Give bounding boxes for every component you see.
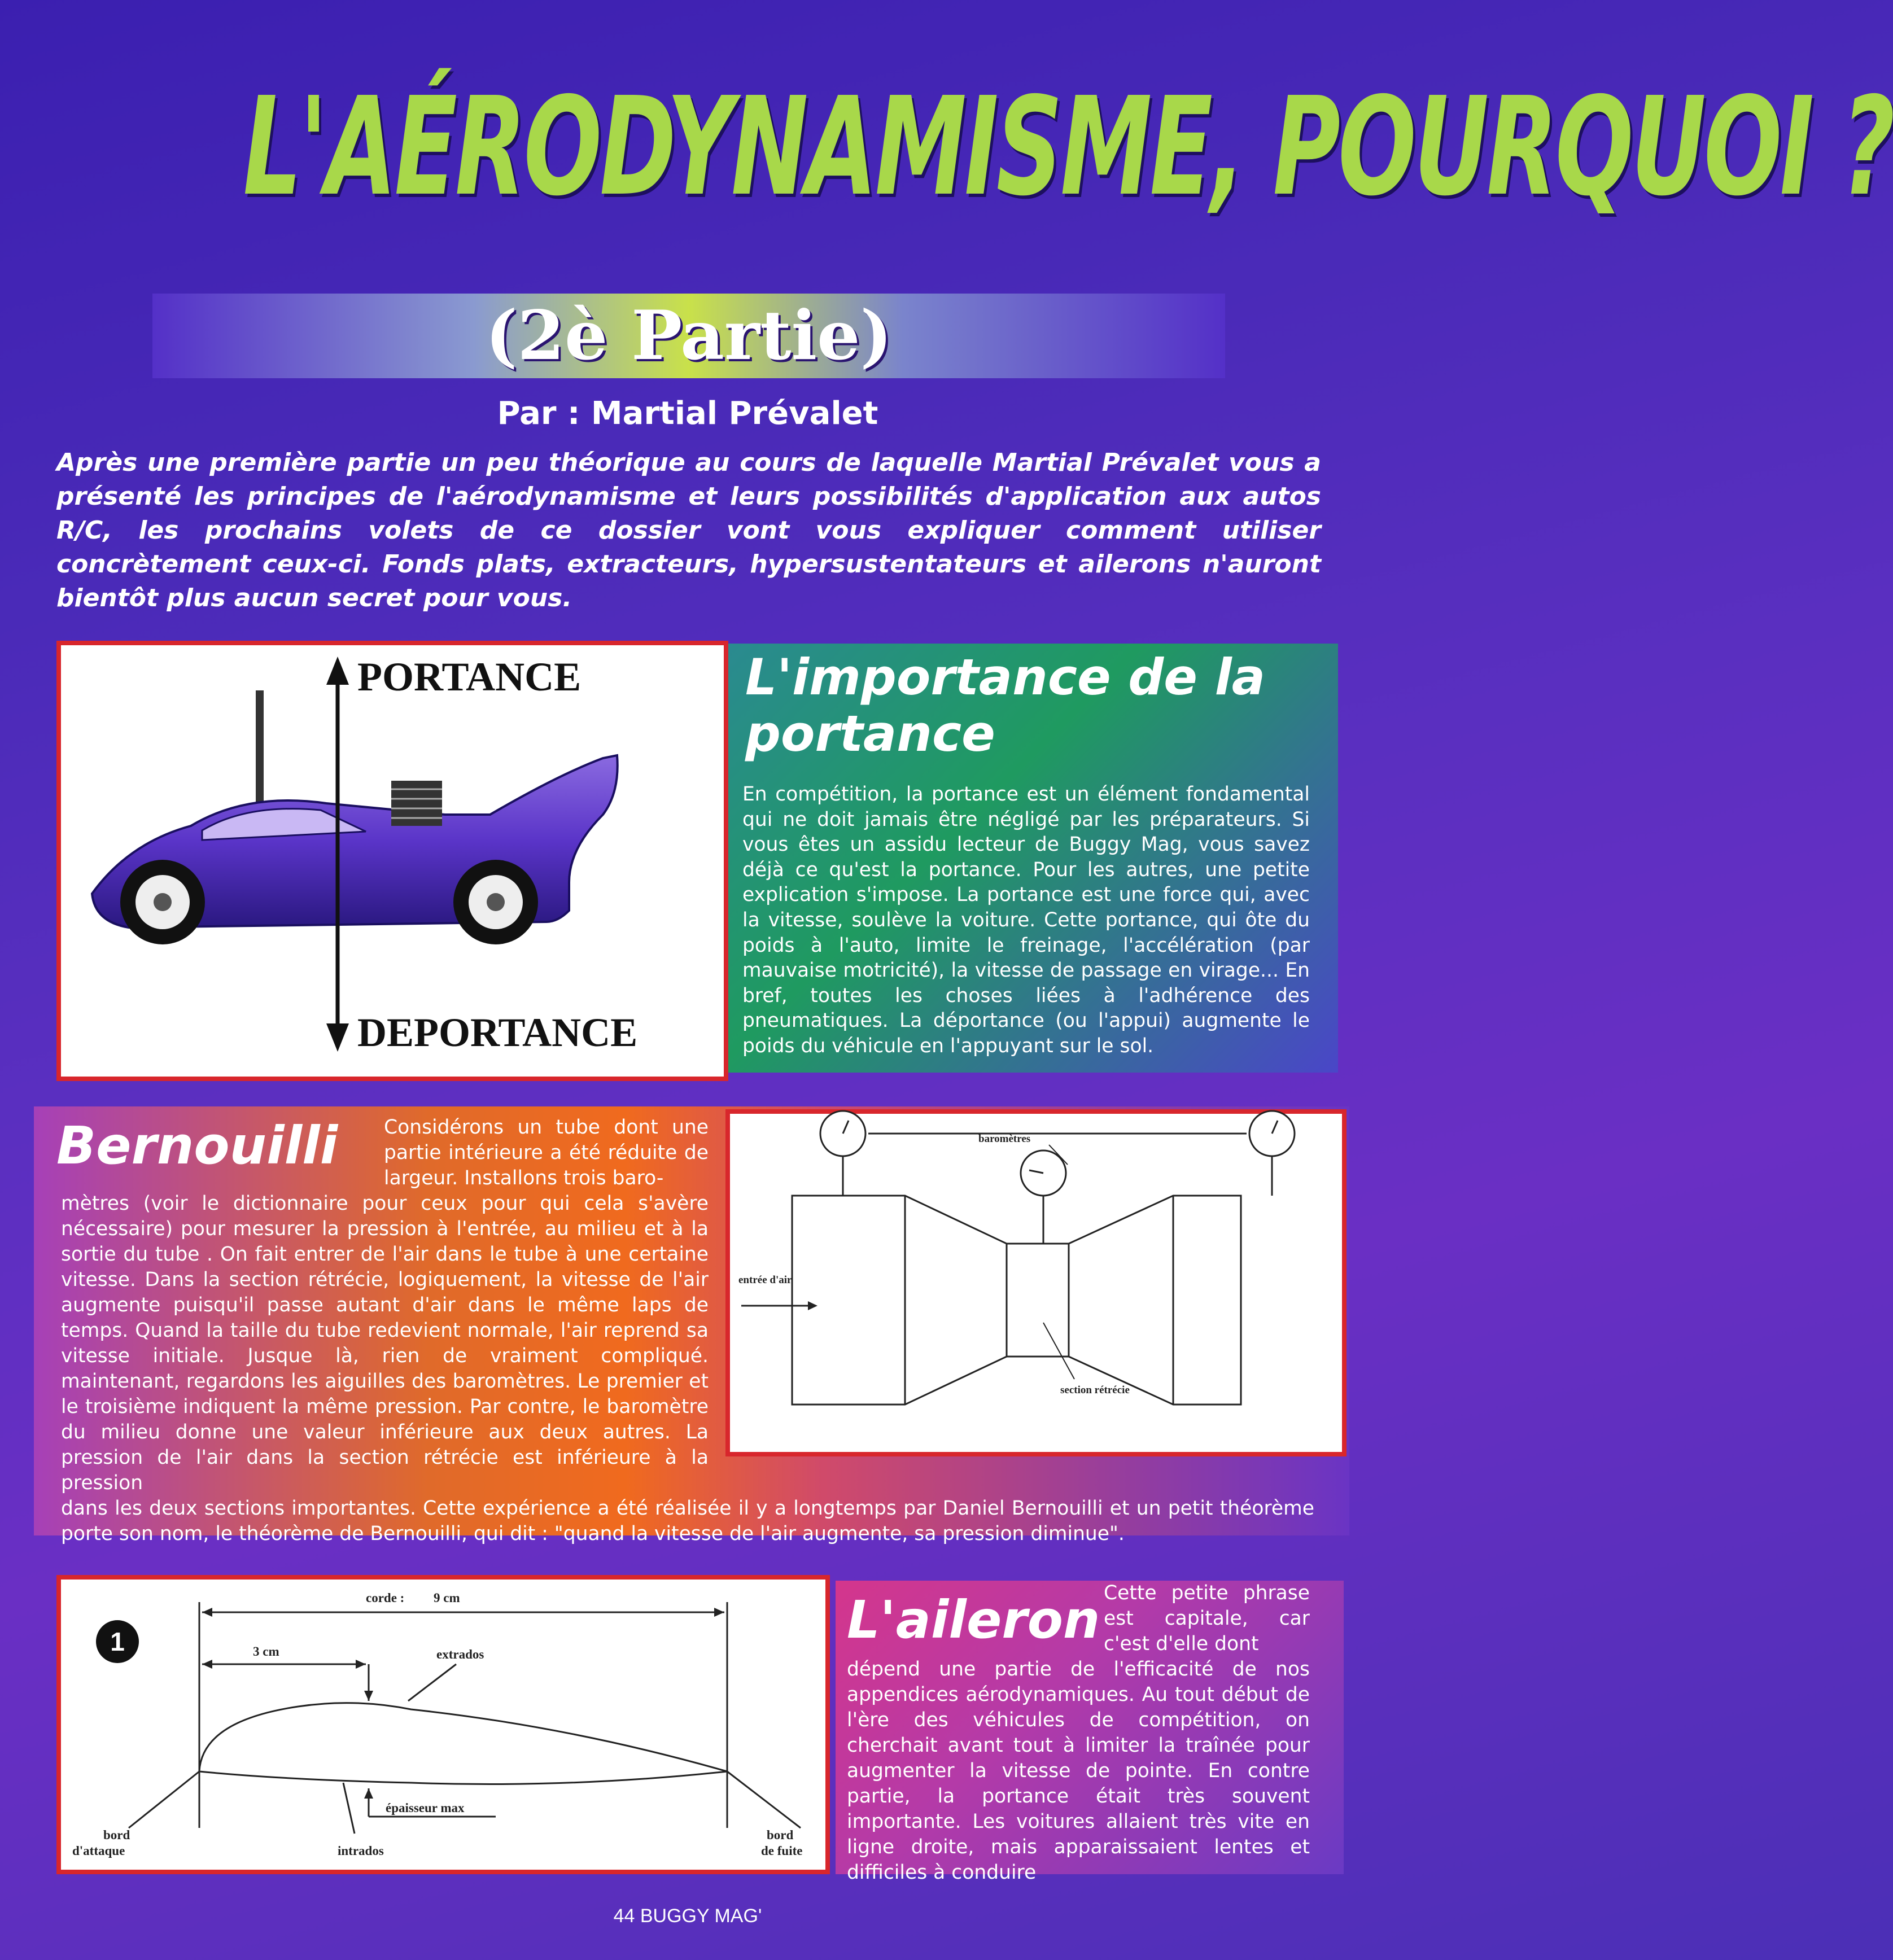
barometer-left-icon	[820, 1111, 865, 1156]
intro-paragraph: Après une première partie un peu théorique au cours de laquelle Martial Prévalet vous a présenté les principes de l'aérodynamisme et leurs possibilités d'application aux autos R/C, les prochains volets de ce dossier vont vous expliquer comment utiliser concrètement ceux-ci. Fonds plats, extracteurs, hypersustentateurs et ailerons n'auront bientôt plus aucun secret pour vous.	[56, 448, 1321, 613]
extrados-label: extrados	[436, 1647, 484, 1661]
portance-paragraph: En compétition, la portance est un élément fondamental qui ne doit jamais être négligé par les préparateurs. Si vous êtes un assidu lecteur de Buggy Mag, vous savez déjà ce qu'est la portance. Pour les autres, une petite explication s'impose. La portance est une force qui, avec la vitesse, soulève la voiture. Cette portance, qui ôte du poids à l'auto, limite le freinage, l'accélération (par mauvaise motricité), la vitesse de passage en virage... En bref, toutes les choses liées à l'adhérence des pneumatiques. La déportance (ou l'appui) augmente le poids du véhicule en l'appuyant sur le sol.	[742, 783, 1310, 1057]
bord-fuite-label-2: de fuite	[761, 1844, 803, 1858]
portance-label: PORTANCE	[357, 654, 582, 699]
aileron-paragraph: dépend une partie de l'efficacité de nos appendices aérodynamiques. Au tout début de l'ère des véhicules de compétition, on cherchait avant tout à limiter la traînée pour augmenter la vitesse de pointe. En contre partie, la portance était très souvent importante. Les voitures allaient très vite en ligne droite, mais apparaissaient lentes et difficiles à conduire	[847, 1658, 1310, 1884]
bernouilli-heading: Bernouilli	[56, 1115, 338, 1176]
barometres-label: baromètres	[978, 1133, 1031, 1145]
venturi-tube-figure	[725, 1109, 1346, 1456]
air-inlet-arrowhead-icon	[808, 1301, 817, 1310]
entree-air-label: entrée d'air	[738, 1274, 792, 1286]
airfoil-diagram	[61, 1580, 825, 1870]
corde-label: corde :	[366, 1591, 405, 1605]
corde-value: 9 cm	[434, 1591, 460, 1605]
car-diagram	[61, 645, 724, 1077]
bord-fuite-label-1: bord	[767, 1828, 794, 1842]
article-title: L'AÉRODYNAMISME, POURQUOI ?	[243, 68, 1893, 226]
epaisseur-label: épaisseur max	[386, 1801, 465, 1815]
rear-wheel-shape	[453, 860, 538, 944]
barometer-middle-icon	[1021, 1150, 1066, 1196]
section-retrecie-label: section rétrécie	[1060, 1384, 1130, 1396]
aileron-heading: L'aileron	[847, 1590, 1100, 1650]
bord-attaque-label-1: bord	[103, 1828, 130, 1842]
bernouilli-paragraph-top: Considérons un tube dont une partie intérieure a été réduite de largeur. Installons trois baro-	[384, 1116, 709, 1189]
down-arrow-icon	[326, 1023, 349, 1052]
byline: Par : Martial Prévalet	[497, 395, 878, 432]
figure-number: 1	[110, 1627, 125, 1656]
portance-heading: L'importance de la portance	[745, 648, 1266, 763]
bernouilli-paragraph-bottom: dans les deux sections importantes. Cette expérience a été réalisée il y a longtemps par Daniel Bernouilli et un petit théorème porte son nom, le théorème de Bernouilli, qui dit : "quand la vitesse de l'air augmente, sa pression diminue".	[61, 1497, 1314, 1545]
article-subtitle: (2è Partie)	[485, 296, 893, 375]
bord-attaque-label-2: d'attaque	[72, 1844, 125, 1858]
wing-profile-figure	[56, 1575, 830, 1874]
barometer-right-icon	[1249, 1111, 1295, 1156]
antenna-shape	[256, 690, 264, 809]
deportance-label: DEPORTANCE	[357, 1010, 638, 1055]
aileron-paragraph-top: Cette petite phrase est capitale, car c'est d'elle dont	[1104, 1582, 1310, 1655]
venturi-diagram	[730, 1114, 1342, 1452]
up-arrow-icon	[326, 657, 349, 685]
engine-block	[391, 781, 442, 826]
page-footer: 44 BUGGY MAG'	[613, 1905, 762, 1927]
bernouilli-paragraph-middle: mètres (voir le dictionnaire pour ceux pour qui cela s'avère nécessaire) pour mesurer la pression à l'entrée, au milieu et à la sortie du tube . On fait entrer de l'air dans le tube à une certaine vitesse. Dans la section rétrécie, logiquement, la vitesse de l'air augmente puisqu'il passe autant d'air dans le même laps de temps. Quand la taille du tube redevient normale, l'air reprend sa vitesse initiale. Jusque là, rien de vraiment compliqué. maintenant, regardons les aiguilles des baromètres. Le premier et le troisième indiquent la même pression. Par contre, le baromètre du milieu donne une valeur inférieure aux deux autres. La pression de l'air dans la section rétrécie est inférieure à la pression	[61, 1192, 709, 1494]
front-wheel-shape	[120, 860, 205, 944]
three-cm-label: 3 cm	[253, 1644, 279, 1659]
intrados-label: intrados	[338, 1844, 384, 1858]
airfoil-shape	[199, 1703, 727, 1784]
car-lift-figure	[56, 641, 728, 1081]
